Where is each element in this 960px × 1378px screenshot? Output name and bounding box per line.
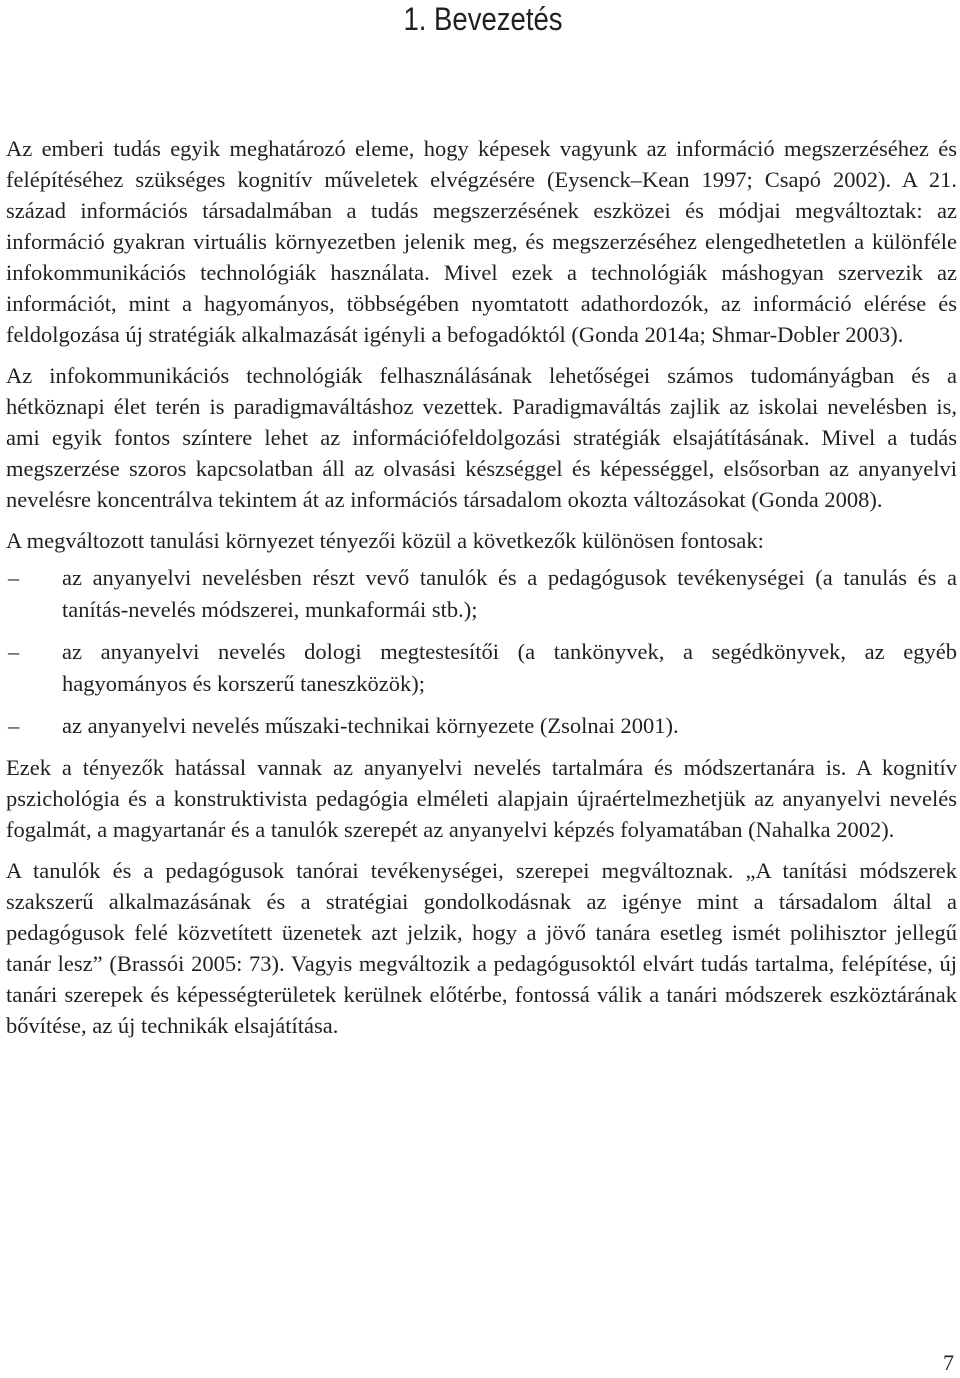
body-text [6, 133, 957, 1051]
list-item [6, 710, 957, 742]
paragraph-factors-effect: Ezek a tényezők hatással vannak az anyanyelvi nevelés tartalmára és módszertanára is. A kognitív pszichológia és a konstruktivista pedagógia elméleti alapjain újraértelmezhetjük az anyanyelvi nevelés fogalmát, a magyartanár és a tanulók szerepét az anyanyelvi képzés folyamatában (Nahalka 2002). [6, 755, 957, 842]
paragraph-intro: Az emberi tudás egyik meghatározó eleme, hogy képesek vagyunk az információ megszerzéséhez és felépítéséhez szükséges kognitív műveletek elvégzésére (Eysenck–Kean 1997; Csapó 2002). A 21. század információs társadalmában a tudás megszerzésének eszközei és módjai megváltoztak: az információ gyakran virtuális környezetben jelenik meg, és megszerzéséhez elengedhetetlen a különféle infokommunikációs technológiák használata. Mivel ezek a technológiák máshogyan szervezik az információt, mint a hagyományos, többségében nyomtatott adathordozók, az információ elérése és feldolgozása új stratégiák alkalmazását igényli a befogadóktól (Gonda 2014a; Shmar-Dobler 2003). [6, 136, 957, 347]
list-item-text: az anyanyelvi nevelés műszaki-technikai környezete (Zsolnai 2001). [62, 713, 679, 738]
list-item [6, 562, 957, 626]
list-dash: – [8, 565, 20, 590]
page-number: 7 [943, 1350, 954, 1375]
list-item [6, 636, 957, 700]
list-dash: – [8, 639, 20, 664]
chapter-title: 1. Bevezetés [403, 1, 563, 37]
paragraph-teacher-roles: A tanulók és a pedagógusok tanórai tevékenységei, szerepei megváltoznak. „A tanítási módszerek szakszerű alkalmazásának és a stratégiai gondolkodásnak az igénye mint a társadalom által a pedagógusok felé közvetített üzenetek azt jelzik, hogy a jövő tanára esetleg ismét polihisztor jellegű tanár lesz” (Brassói 2005: 73). Vagyis megváltozik a pedagógusoktól elvárt tudás tartalma, felépítése, új tanári szerepek és képességterületek kerülnek előtérbe, fontossá válik a tanári módszerek eszköztárának bővítése, az új technikák elsajátítása. [6, 858, 957, 1038]
list-item-text: az anyanyelvi nevelésben részt vevő tanulók és a pedagógusok tevékenységei (a tanulás és a tanítás-nevelés módszerei, munkaformái stb.); [62, 565, 957, 622]
paragraph-factors-lead: A megváltozott tanulási környezet tényezői közül a következők különösen fontosak: [6, 528, 764, 553]
list-item-text: az anyanyelvi nevelés dologi megtestesítői (a tankönyvek, a segédkönyvek, az egyéb hagyományos és korszerű taneszközök); [62, 639, 957, 696]
list-dash: – [8, 713, 20, 738]
paragraph-paradigm: Az infokommunikációs technológiák felhasználásának lehetőségei számos tudományágban és a hétköznapi élet terén is paradigmaváltáshoz vezettek. Paradigmaváltás zajlik az iskolai nevelésben is, ami egyik fontos színtere lehet az információfeldolgozási stratégiák elsajátításának. Mivel a tudás megszerzése szoros kapcsolatban áll az olvasási készséggel és képességgel, elsősorban az anyanyelvi nevelésre koncentrálva tekintem át az információs társadalom okozta változásokat (Gonda 2008). [6, 363, 957, 512]
factors-list [6, 562, 957, 742]
